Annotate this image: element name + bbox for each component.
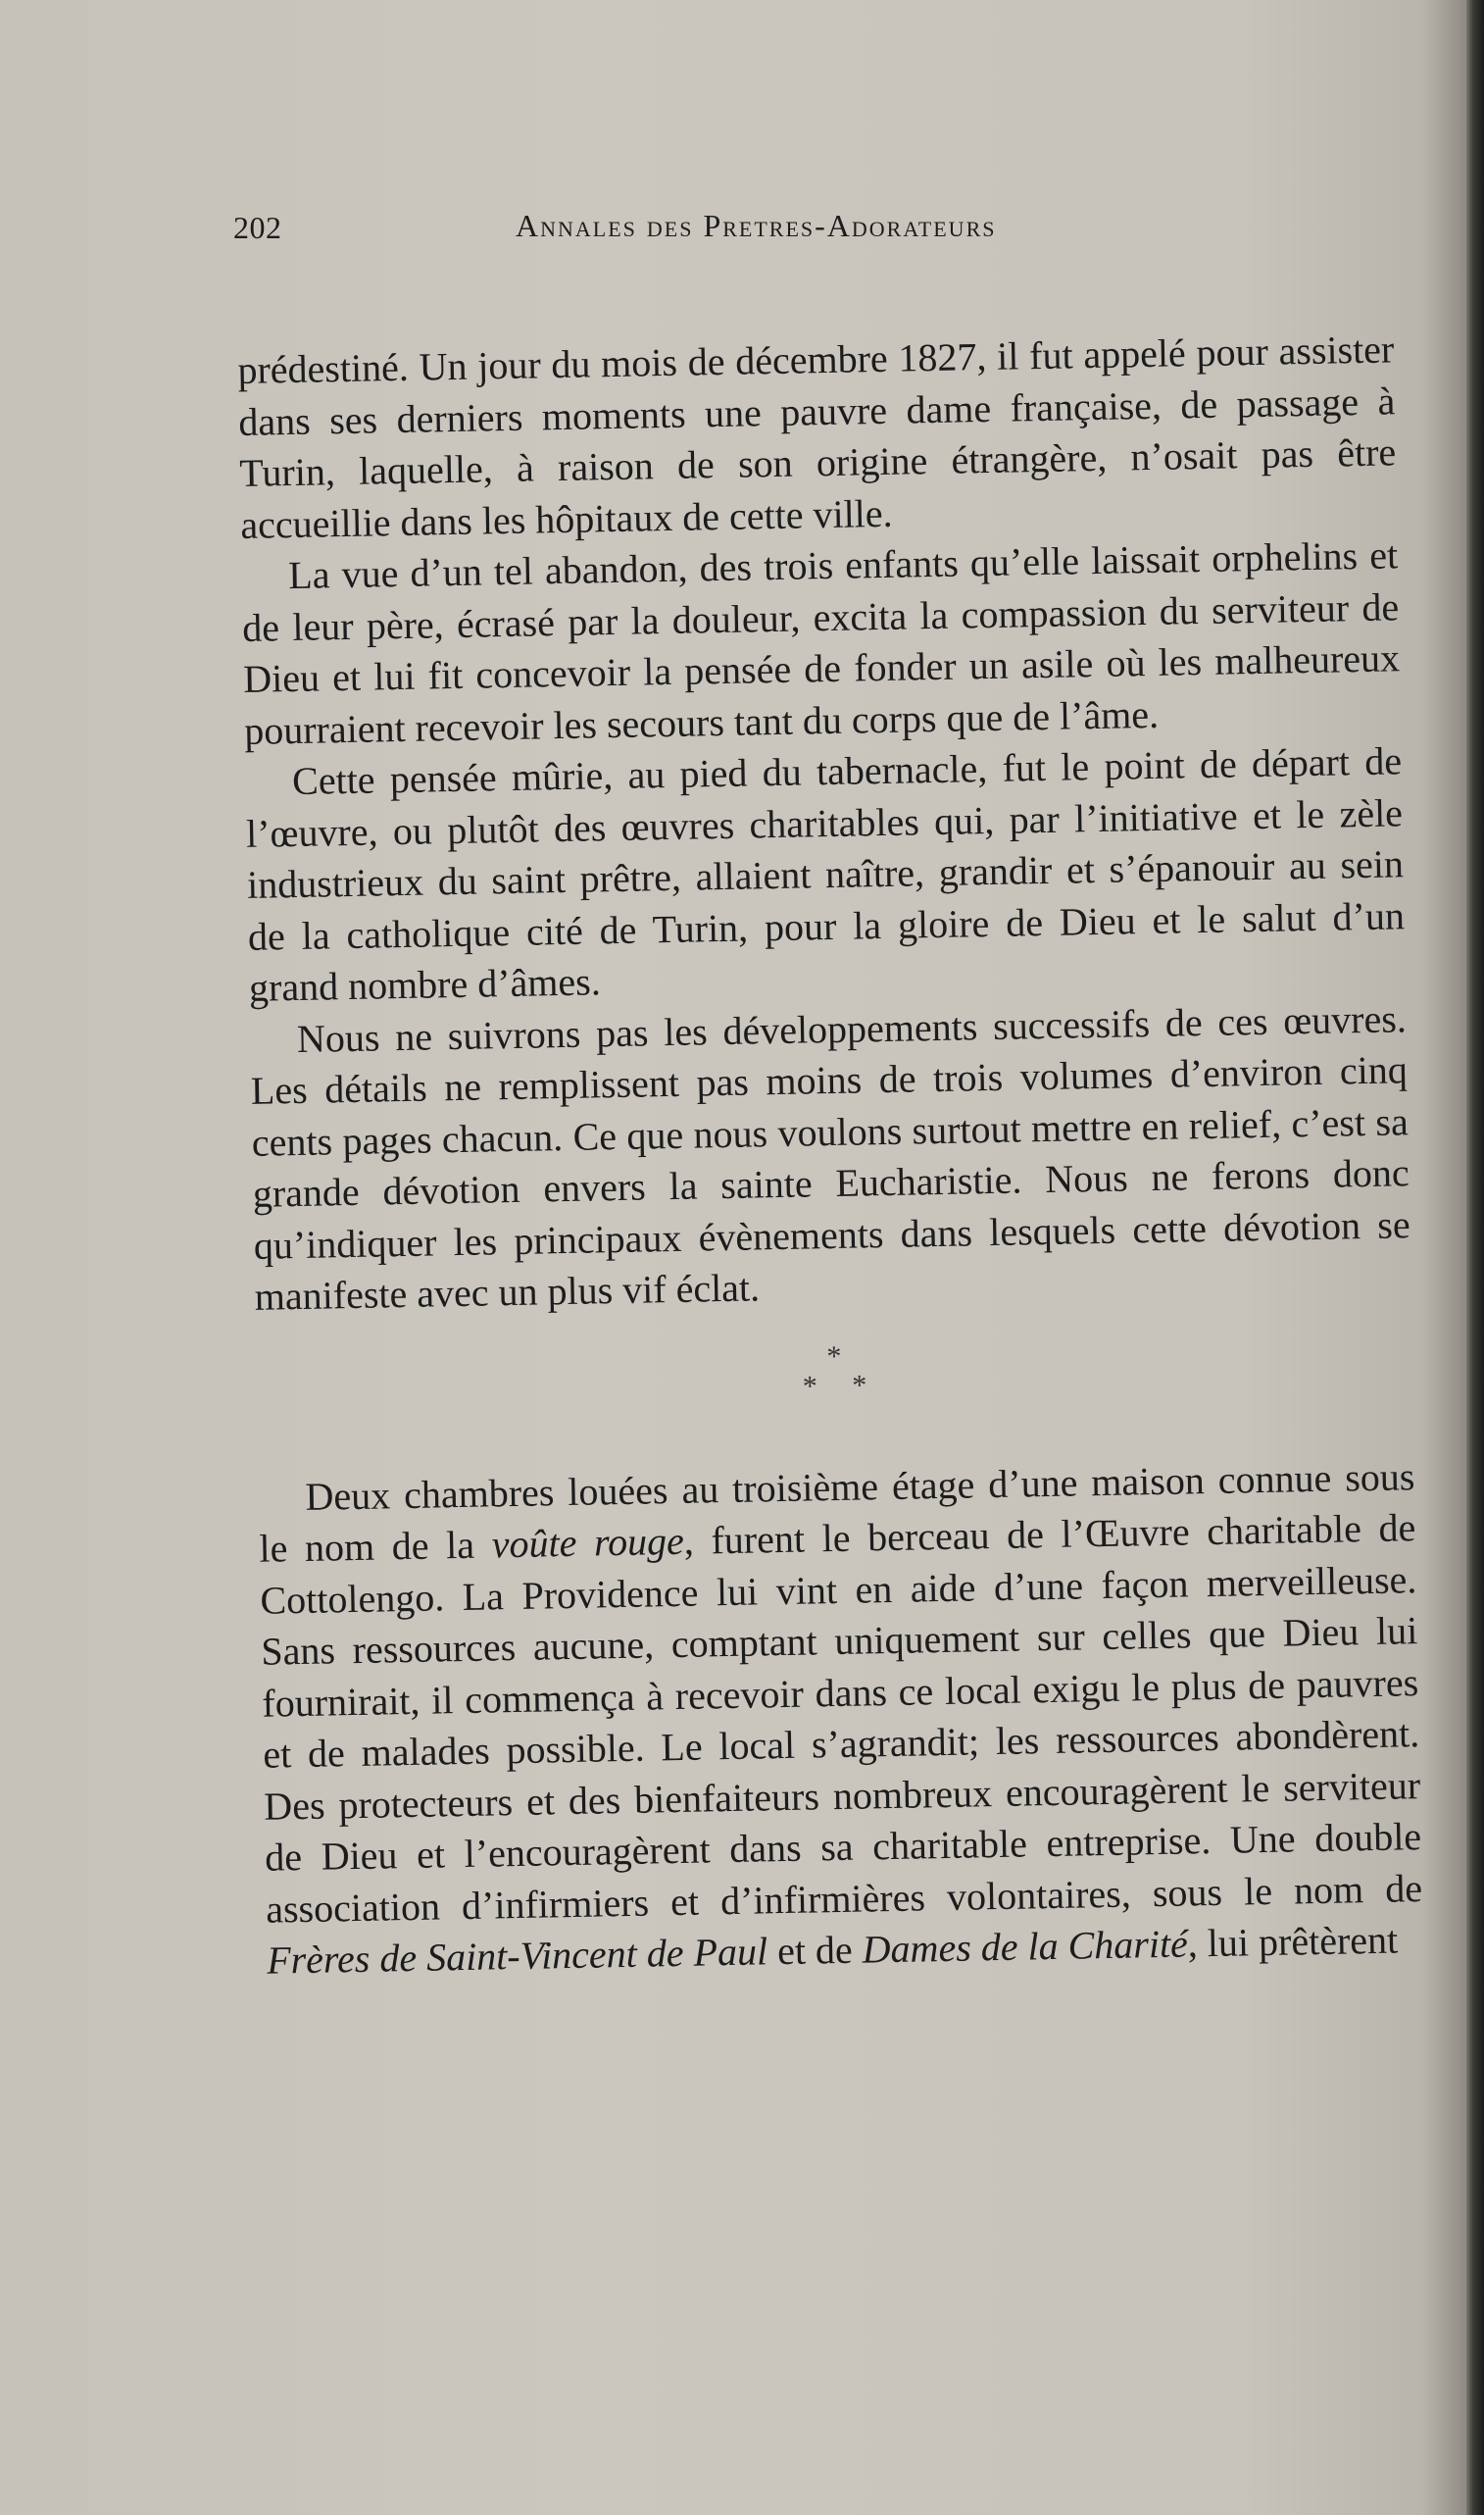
paragraph-5: [258, 1451, 1423, 1987]
paragraph-5-text-2: , furent le berceau de l’Œuvre charitable de Cottolengo. La Providence lui vint en aide d’une façon merveilleuse. Sans ressources aucune, comptant uniquement sur celles que Dieu lui fournirait, il commença à recevoir dans ce local exigu le plus de pauvres et de malades possible. Le local s’agrandit; les ressources abondèrent. Des protecteurs et des bienfaiteurs nombreux encouragèrent le serviteur de Dieu et l’encouragèrent dans sa charitable entreprise. Une double association d’infirmiers et d’infirmières volontaires, sous le nom de: [260, 1505, 1423, 1932]
running-title: Annales des Pretres-Adorateurs: [516, 208, 997, 243]
paragraph-5-text-4: , lui prêtèrent: [1187, 1917, 1399, 1966]
italic-dames: Dames de la Charité: [862, 1921, 1189, 1972]
paragraph-5-text-1: Deux chambres louées au troisième étage d’une maison connue sous le nom de la: [259, 1453, 1415, 1571]
paragraph-2: La vue d’un tel abandon, des trois enfants qu’elle laissait orphelins et de leur père, écrasé par la douleur, excita la compassion du serviteur de Dieu et lui fit concevoir la pensée de fonder un asile où les malheureux pourraient recevoir les secours tant du corps que de l’âme.: [241, 532, 1401, 753]
asterism-top: *: [826, 1339, 856, 1373]
section-asterism: [256, 1332, 1413, 1412]
paragraph-1: prédestiné. Un jour du mois de décembre 1827, il fut appelé pour assister dans ses derniers moments une pauvre dame française, de passage à Turin, laquelle, à raison de son origine étrangère, n’osait pas être accueillie dans les hôpitaux de cette ville.: [237, 327, 1397, 547]
paragraph-3: Cette pensée mûrie, au pied du tabernacle, fut le point de départ de l’œuvre, ou plutôt des œuvres charitables qui, par l’initiative et le zèle industrieux du saint prêtre, allaient naître, grandir et s’épanouir au sein de la catholique cité de Turin, pour la gloire de Dieu et le salut d’un grand nombre d’âmes.: [245, 738, 1406, 1010]
page-number: 202: [233, 210, 282, 245]
paragraph-5-text-3: et de: [767, 1927, 864, 1974]
italic-freres: Frères de Saint-Vincent de Paul: [266, 1929, 768, 1983]
page-edge-shadow: [1466, 0, 1484, 2515]
body-text: [237, 324, 1423, 1987]
paragraph-4: Nous ne suivrons pas les développements successifs de ces œuvres. Les détails ne remplissent pas moins de trois volumes d’environ cinq cents pages chacun. Ce que nous voulons surtout mettre en relief, c’est sa grande dévotion envers la sainte Eucharistie. Nous ne ferons donc qu’indiquer les principaux évènements dans lesquels cette dévotion se manifeste avec un plus vif éclat.: [250, 995, 1411, 1319]
asterism-bottom: * *: [802, 1368, 881, 1403]
italic-voute-rouge: voûte rouge: [491, 1518, 685, 1567]
